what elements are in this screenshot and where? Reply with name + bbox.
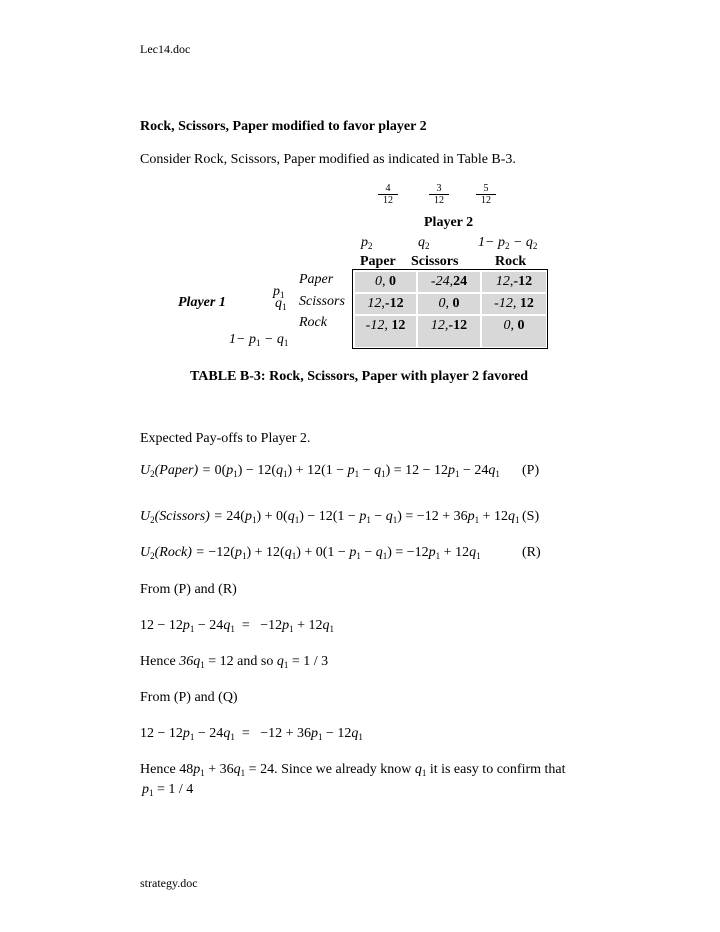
equation-rock: $U_2(Rock) = -12(p_1) + 12(q_1) + 0(1 - p_1 - q_1) = -12p_1 + 12q_1$ <box>140 545 481 561</box>
payoff-sep: , <box>382 274 389 289</box>
payoff-p2: -12 <box>384 296 404 311</box>
col-prob-scissors: $q_2$ <box>418 235 430 251</box>
payoff-p2: 0 <box>517 318 525 333</box>
fraction-denominator: 12 <box>429 194 449 206</box>
payoff-sep: , <box>509 274 514 289</box>
col-prob-rock: $1- p_2 - q_2$ <box>478 235 538 251</box>
equation-paper-tag: (P) <box>522 463 540 478</box>
cell-scissors-rock <box>481 293 547 315</box>
row-prob-text: q <box>275 296 282 311</box>
player2-label: Player 2 <box>424 215 474 230</box>
fraction-denominator: 12 <box>476 194 496 206</box>
player1-label: Player 1 <box>178 295 226 310</box>
payoff-sep: , <box>445 296 453 311</box>
payoff-p2: 24 <box>453 274 468 289</box>
payoff-p2: -12 <box>513 274 533 289</box>
payoff-table <box>352 269 548 349</box>
payoff-p1: 12 <box>430 318 445 333</box>
row-prob-paper: $p_1$ <box>273 284 285 300</box>
payoff-p2: 12 <box>391 318 406 333</box>
cell-scissors-scissors <box>417 293 481 315</box>
cell-rock-rock <box>481 315 547 348</box>
confirm-text: it is easy to confirm that <box>426 762 566 777</box>
payoff-sep: , <box>512 296 520 311</box>
row-label-paper: Paper <box>299 272 334 287</box>
hence-q1: Hence $36q_1 = 12$ and so $q_1 = 1 / 3$ <box>140 654 329 670</box>
expected-intro: Expected Pay-offs to Player 2. <box>140 431 311 446</box>
payoff-sep: , <box>381 296 385 311</box>
equation-p-eq-r: $12 - 12p_1 - 24q_1 = -12p_1 + 12q_1$ <box>140 618 335 634</box>
payoff-p1: 12 <box>495 274 510 289</box>
cell-scissors-paper <box>354 293 417 315</box>
row-prob-text: p <box>273 284 280 299</box>
section-title: Rock, Scissors, Paper modified to favor player 2 <box>140 119 427 134</box>
from-p-and-r: From (P) and (R) <box>140 582 237 597</box>
result-p1: $p_1 = 1 / 4$ <box>142 782 194 798</box>
payoff-p1: 0 <box>503 318 511 333</box>
payoff-sep: , <box>444 318 449 333</box>
payoff-p1: -12 <box>365 318 385 333</box>
payoff-p1: 0 <box>375 274 382 289</box>
payoff-p1: 12 <box>367 296 382 311</box>
fraction-paper <box>378 183 398 206</box>
col-prob-paper: $p_2$ <box>361 235 373 251</box>
col-header-scissors: Scissors <box>411 254 459 269</box>
payoff-p1: -24 <box>430 274 450 289</box>
equation-p-eq-q: $12 - 12p_1 - 24q_1 = -12 + 36p_1 - 12q_1$ <box>140 726 363 742</box>
row-label-scissors: Scissors <box>299 294 345 309</box>
col-header-rock: Rock <box>495 254 527 269</box>
fraction-numerator: 3 <box>436 183 442 194</box>
fraction-numerator: 5 <box>483 183 489 194</box>
equation-rock-tag: (R) <box>522 545 541 560</box>
payoff-p2: -12 <box>448 318 468 333</box>
row-label-rock: Rock <box>299 315 327 330</box>
cell-paper-rock <box>481 271 547 293</box>
since-text: . Since we already know <box>274 762 415 777</box>
col-prob-text: p <box>361 235 368 250</box>
intro-paragraph: Consider Rock, Scissors, Paper modified as indicated in Table B-3. <box>140 152 516 167</box>
row-prob-scissors: $q_1$ <box>275 296 287 312</box>
cell-rock-paper <box>354 315 417 348</box>
payoff-sep: , <box>510 318 518 333</box>
hence-text: Hence <box>140 654 180 669</box>
cell-paper-scissors <box>417 271 481 293</box>
col-header-paper: Paper <box>360 254 396 269</box>
cell-paper-paper <box>354 271 417 293</box>
table-caption: TABLE B-3: Rock, Scissors, Paper with player 2 favored <box>190 369 529 384</box>
hence-p1: Hence $48p_1 + 36q_1 = 24$. Since we already know $q_1$ it is easy to confirm that <box>140 762 566 778</box>
and-so-text: and so <box>233 654 277 669</box>
payoff-p1: 0 <box>438 296 446 311</box>
header-filename: Lec14.doc <box>140 42 191 56</box>
payoff-p2: 0 <box>389 274 396 289</box>
fraction-scissors <box>429 183 449 206</box>
fraction-rock <box>476 183 496 206</box>
payoff-p2: 12 <box>519 296 534 311</box>
col-prob-text: q <box>418 235 425 250</box>
from-p-and-q: From (P) and (Q) <box>140 690 238 705</box>
cell-rock-scissors <box>417 315 481 348</box>
payoff-p2: 0 <box>452 296 460 311</box>
fraction-denominator: 12 <box>378 194 398 206</box>
fraction-numerator: 4 <box>385 183 391 194</box>
payoff-sep: , <box>449 274 454 289</box>
payoff-sep: , <box>384 318 392 333</box>
equation-scissors: $U_2(Scissors) = 24(p_1) + 0(q_1) - 12(1 - p_1 - q_1) = -12 + 36p_1 + 12q_1$ <box>140 509 520 525</box>
footer-filename: strategy.doc <box>140 876 198 890</box>
equation-scissors-tag: (S) <box>522 509 540 524</box>
equation-paper: $U_2(Paper) = 0(p_1) - 12(q_1) + 12(1 - p_1 - q_1) = 12 - 12p_1 - 24q_1$ <box>140 463 500 479</box>
row-prob-rock: $1- p_1 - q_1$ <box>229 332 289 348</box>
hence-text: Hence <box>140 762 180 777</box>
payoff-p1: -12 <box>494 296 513 311</box>
